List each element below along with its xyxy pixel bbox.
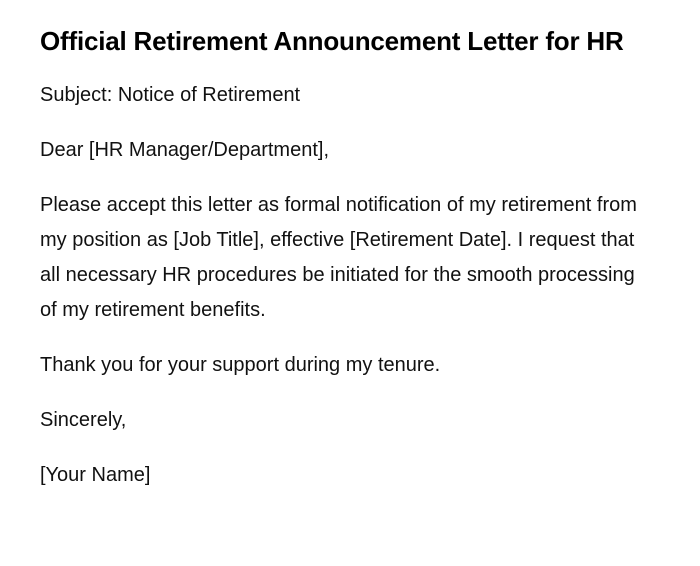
- signature-line: [Your Name]: [40, 464, 151, 486]
- body-paragraph: Please accept this letter as formal notification of my retirement from my position as [Job Title], effective [Retirement Date]. I request that all necessary HR procedures be initiated for the smooth processing of my retirement benefits.: [40, 194, 637, 321]
- subject-line: Subject: Notice of Retirement: [40, 84, 301, 106]
- salutation: Dear [HR Manager/Department],: [40, 139, 330, 161]
- closing-line: Sincerely,: [40, 409, 127, 431]
- letter-document: [40, 24, 640, 513]
- thanks-line: Thank you for your support during my tenure.: [40, 354, 441, 376]
- document-title: Official Retirement Announcement Letter for HR: [40, 26, 624, 56]
